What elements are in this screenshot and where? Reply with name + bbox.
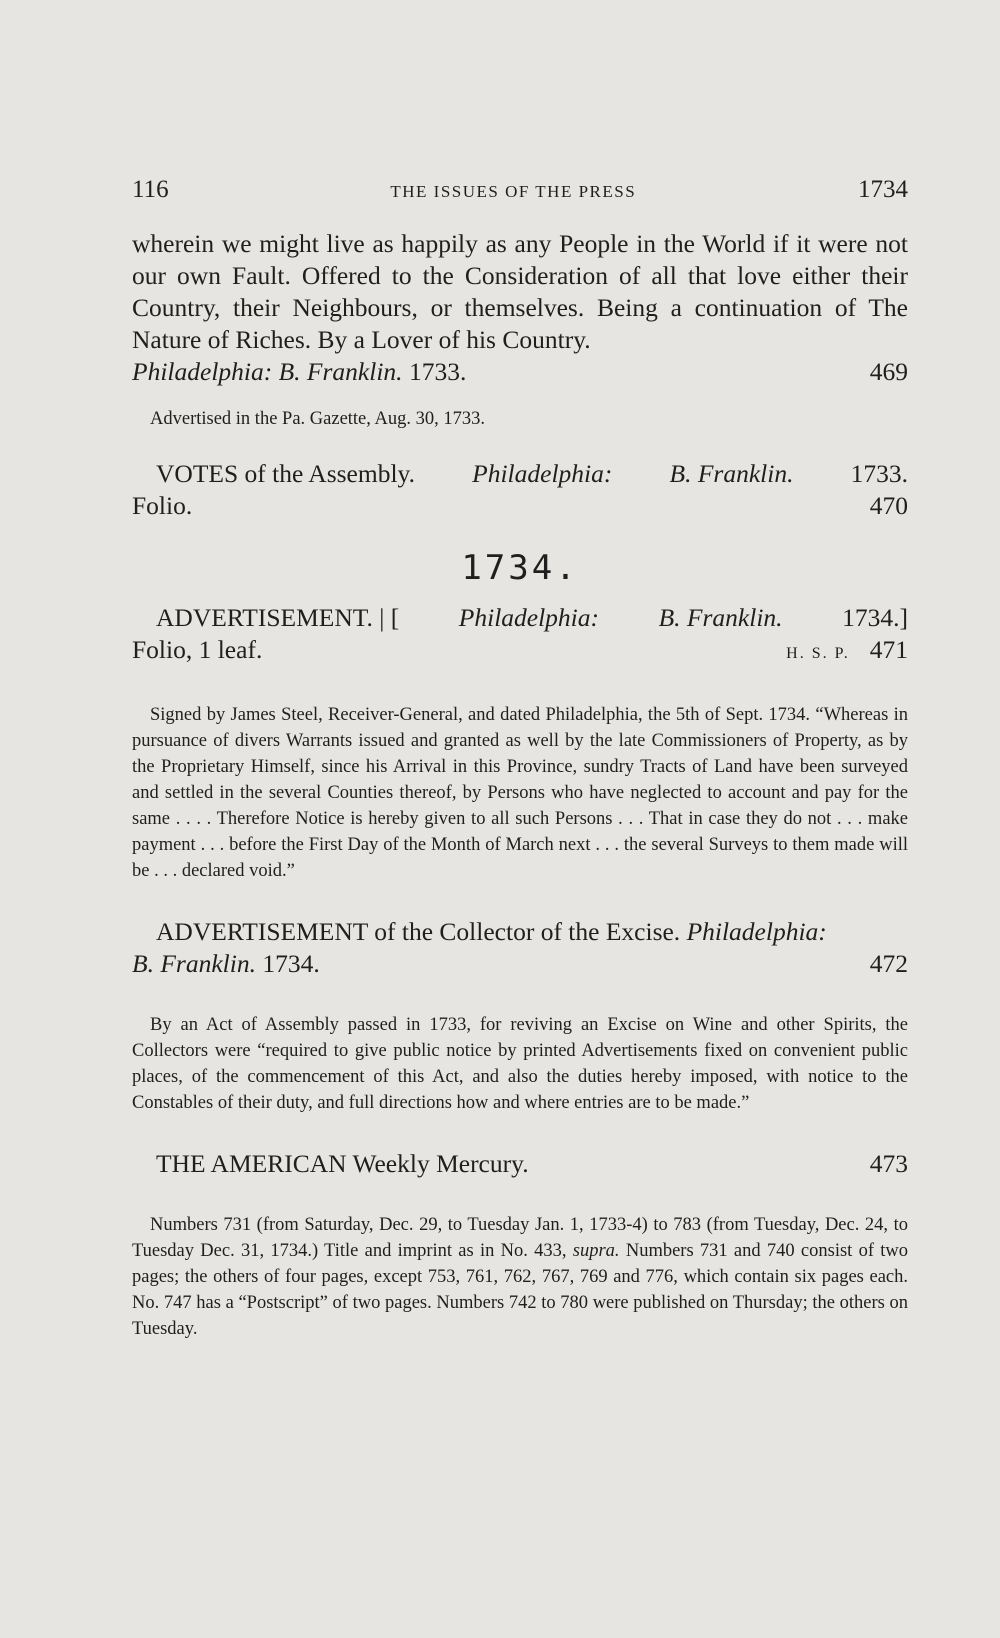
entry-471-title: ADVERTISEMENT. | [	[156, 603, 400, 632]
entry-472-year: 1734.	[262, 949, 320, 978]
entry-472-imprint-line	[132, 948, 908, 980]
entry-473	[132, 1148, 908, 1180]
entry-471-location: H. S. P.	[786, 645, 850, 662]
entry-469-text: wherein we might live as happily as any People in the World if it were not our own Fault. Offered to the Consideration of all that love either their Country, their Neighbours, or themselves. Being a continuation of The Nature of Riches. By a Lover of his Country.	[132, 229, 908, 354]
entry-470-format: Folio.	[132, 491, 193, 520]
entry-472	[132, 916, 908, 980]
entry-469-number: 469	[869, 357, 908, 386]
section-year-heading: 1734.	[461, 548, 579, 588]
entry-470	[132, 458, 908, 522]
entry-472-note: By an Act of Assembly passed in 1733, for reviving an Excise on Wine and other Spirits, the Collectors were “required to give public notice by printed Advertisements fixed on convenient public places, of the commencement of this Act, and also the duties hereby imposed, with notice to the Constables of their duty, and full directions how and where entries are to be made.”	[132, 1015, 908, 1113]
entry-471	[132, 602, 908, 670]
entry-469-year: 1733.	[408, 357, 467, 386]
entry-470-title: VOTES of the Assembly.	[156, 459, 415, 488]
entry-470-place: Philadelphia:	[472, 459, 613, 488]
entry-470-format-line	[132, 490, 908, 522]
entry-473-note	[132, 1212, 908, 1342]
entry-470-printer: B. Franklin.	[669, 459, 794, 488]
entry-469-imprint	[132, 356, 466, 388]
entry-469-note: Advertised in the Pa. Gazette, Aug. 30, 1733.	[150, 409, 485, 429]
entry-472-title: ADVERTISEMENT of the Collector of the Excise.	[156, 917, 681, 946]
entry-473-note-part1: Numbers 731 (from Saturday, Dec. 29, to Tuesday Jan. 1, 1733-4) to 783 (from Tuesday, Dec. 24, to Tuesday Dec. 31, 1734.) Title and imprint as in No. 433,	[132, 1215, 908, 1261]
entry-473-title: THE AMERICAN Weekly Mercury.	[156, 1149, 529, 1178]
entry-470-year: 1733.	[850, 459, 908, 488]
entry-471-format: Folio, 1 leaf.	[132, 635, 263, 664]
entry-472-place: Philadelphia:	[686, 917, 827, 946]
entry-471-year: 1734.]	[842, 603, 908, 632]
entry-471-note: Signed by James Steel, Receiver-General, and dated Philadelphia, the 5th of Sept. 1734. “Whereas in pursuance of divers Warrants issued and granted as well by the late Commissioners of Property, as by the Proprietary Himself, since his Arrival in this Province, sundry Tracts of Land have been surveyed and settled in the several Counties thereof, by Persons who have neglected to account and pay for the same . . . . Therefore Notice is hereby given to all such Persons . . . That in case they do not . . . make payment . . . before the First Day of the Month of March next . . . the several Surveys to them made will be . . . declared void.”	[132, 705, 908, 881]
entry-473-note-supra: supra.	[572, 1241, 620, 1261]
entry-471-number: 471	[869, 635, 908, 664]
page-body	[132, 228, 908, 1342]
entry-471-place: Philadelphia:	[458, 603, 600, 632]
entry-473-note-part2: Numbers 731 and 740 consist of two pages; the others of four pages, except 753, 761, 762, 767, 769 and 776, which contain six pages each. No. 747 has a “Postscript” of two pages. Numbers 742 to 780 were published on Thursday; the others on Tuesday.	[132, 1241, 908, 1339]
entry-472-number: 472	[869, 949, 908, 978]
entry-473-number: 473	[869, 1149, 908, 1178]
entry-471-printer: B. Franklin.	[658, 603, 783, 632]
entry-469-place: Philadelphia:	[132, 357, 273, 386]
entry-472-title-line	[132, 916, 908, 948]
entry-472-printer: B. Franklin.	[132, 949, 256, 978]
entry-470-number: 470	[869, 491, 908, 520]
entry-469-imprint-line	[132, 356, 908, 388]
running-title: THE ISSUES OF THE PRESS	[390, 182, 637, 201]
running-header	[132, 176, 908, 204]
entry-469-printer: B. Franklin.	[278, 357, 403, 386]
entry-471-format-line	[132, 634, 908, 670]
header-year: 1734	[858, 176, 908, 203]
entry-469	[132, 228, 908, 388]
page-number: 116	[132, 176, 169, 203]
